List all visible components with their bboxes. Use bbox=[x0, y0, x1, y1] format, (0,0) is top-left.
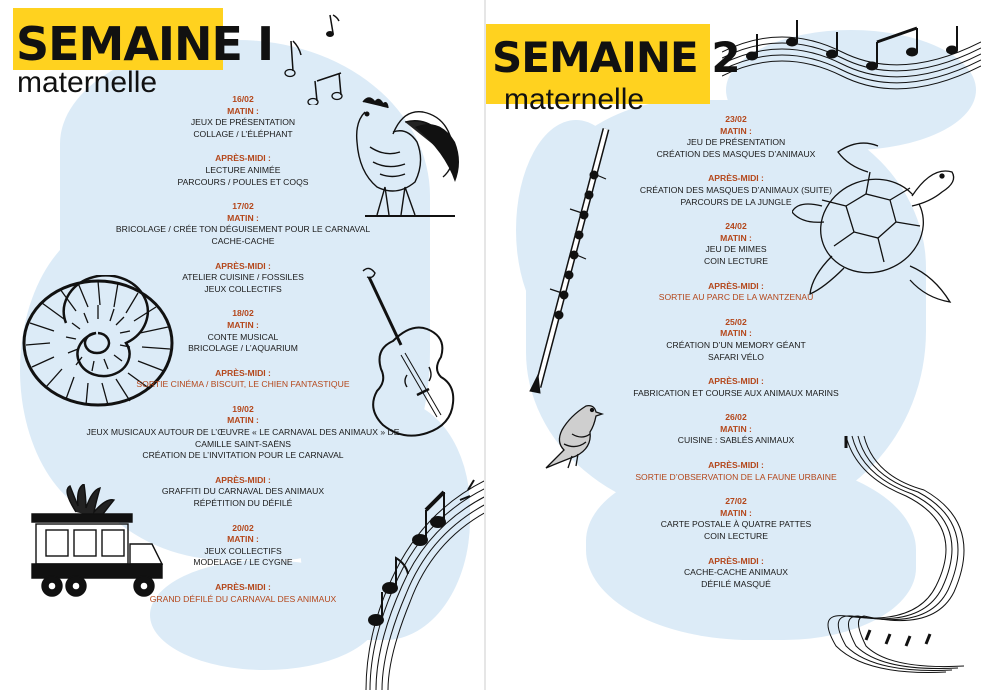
afternoon-label: APRÈS-MIDI : bbox=[215, 260, 271, 271]
morning-label: MATIN : bbox=[227, 415, 259, 426]
week2-subtitle: maternelle bbox=[504, 83, 645, 116]
afternoon-label: APRÈS-MIDI : bbox=[708, 460, 764, 471]
date-label: 19/02 bbox=[232, 403, 254, 414]
outing-activity: SORTIE D’OBSERVATION DE LA FAUNE URBAINE bbox=[635, 471, 837, 482]
activity: LECTURE ANIMÉE bbox=[205, 164, 281, 175]
afternoon-label: APRÈS-MIDI : bbox=[215, 474, 271, 485]
afternoon-label: APRÈS-MIDI : bbox=[708, 173, 764, 184]
date-label: 17/02 bbox=[232, 201, 254, 212]
activity: FABRICATION ET COURSE AUX ANIMAUX MARINS bbox=[633, 387, 839, 398]
morning-label: MATIN : bbox=[227, 212, 259, 223]
date-label: 18/02 bbox=[232, 308, 254, 319]
activity: CRÉATION D’UN MEMORY GÉANT bbox=[666, 339, 806, 350]
week2-page bbox=[486, 0, 981, 690]
activity: JEU DE PRÉSENTATION bbox=[686, 137, 786, 148]
week2-schedule bbox=[546, 114, 926, 590]
activity: BRICOLAGE / CRÉE TON DÉGUISEMENT POUR LE CARNAVAL bbox=[115, 224, 371, 235]
morning-label: MATIN : bbox=[720, 232, 752, 243]
outing-activity: SORTIE AU PARC DE LA WANTZENAU bbox=[658, 292, 814, 303]
date-label: 26/02 bbox=[725, 412, 747, 423]
week1-title: SEMAINE I bbox=[16, 17, 274, 71]
date-label: 16/02 bbox=[232, 94, 254, 104]
afternoon-label: APRÈS-MIDI : bbox=[215, 153, 271, 164]
activity: DÉFILÉ MASQUÉ bbox=[701, 578, 771, 589]
activity: COLLAGE / L’ÉLÉPHANT bbox=[193, 128, 293, 139]
activity: CRÉATION DES MASQUES D’ANIMAUX (SUITE) bbox=[639, 184, 833, 195]
activity: CARTE POSTALE À QUATRE PATTES bbox=[660, 519, 812, 530]
activity: CAMILLE SAINT-SAËNS bbox=[195, 438, 291, 449]
morning-label: MATIN : bbox=[720, 125, 752, 136]
activity: JEUX COLLECTIFS bbox=[204, 545, 282, 556]
morning-label: MATIN : bbox=[227, 534, 259, 545]
activity: COIN LECTURE bbox=[704, 531, 768, 542]
afternoon-label: APRÈS-MIDI : bbox=[708, 376, 764, 387]
activity: CONTE MUSICAL bbox=[207, 331, 279, 342]
date-label: 23/02 bbox=[725, 114, 747, 124]
activity: JEU DE MIMES bbox=[705, 244, 767, 255]
activity: CACHE-CACHE bbox=[211, 235, 275, 246]
activity: PARCOURS / POULES ET COQS bbox=[177, 176, 309, 187]
activity: CRÉATION DE L’INVITATION POUR LE CARNAVAL bbox=[142, 450, 344, 461]
activity: MODELAGE / LE CYGNE bbox=[193, 557, 293, 568]
outing-activity: GRAND DÉFILÉ DU CARNAVAL DES ANIMAUX bbox=[149, 593, 337, 604]
week2-title: SEMAINE 2 bbox=[492, 33, 740, 82]
activity: RÉPÉTITION DU DÉFILÉ bbox=[193, 498, 293, 509]
outing-activity: SORTIE CINÉMA / BISCUIT, LE CHIEN FANTASTIQUE bbox=[136, 379, 350, 390]
morning-label: MATIN : bbox=[227, 319, 259, 330]
activity: ATELIER CUISINE / FOSSILES bbox=[182, 272, 304, 283]
activity: COIN LECTURE bbox=[704, 255, 768, 266]
week1-subtitle: maternelle bbox=[17, 66, 158, 99]
week1-schedule bbox=[0, 94, 486, 605]
activity: PARCOURS DE LA JUNGLE bbox=[680, 196, 792, 207]
date-label: 27/02 bbox=[725, 496, 747, 507]
activity: BRICOLAGE / L’AQUARIUM bbox=[188, 343, 298, 354]
music-notes-illustration bbox=[275, 5, 355, 105]
afternoon-label: APRÈS-MIDI : bbox=[708, 280, 764, 291]
activity: JEUX DE PRÉSENTATION bbox=[190, 117, 296, 128]
afternoon-label: APRÈS-MIDI : bbox=[215, 582, 271, 592]
music-staff-ribbon-illustration bbox=[722, 12, 981, 92]
activity: JEUX MUSICAUX AUTOUR DE L’ŒUVRE « LE CARNAVAL DES ANIMAUX » DE bbox=[86, 427, 400, 438]
date-label: 20/02 bbox=[232, 522, 254, 533]
activity: SAFARI VÉLO bbox=[708, 351, 764, 362]
afternoon-label: APRÈS-MIDI : bbox=[708, 555, 764, 566]
morning-label: MATIN : bbox=[720, 507, 752, 518]
activity: CACHE-CACHE ANIMAUX bbox=[683, 567, 789, 578]
activity: JEUX COLLECTIFS bbox=[204, 283, 282, 294]
activity: CUISINE : SABLÉS ANIMAUX bbox=[677, 435, 795, 446]
activity: CRÉATION DES MASQUES D’ANIMAUX bbox=[656, 148, 816, 159]
morning-label: MATIN : bbox=[227, 105, 259, 116]
morning-label: MATIN : bbox=[720, 423, 752, 434]
date-label: 25/02 bbox=[725, 316, 747, 327]
week1-page bbox=[0, 0, 486, 690]
activity: GRAFFITI DU CARNAVAL DES ANIMAUX bbox=[161, 486, 325, 497]
afternoon-label: APRÈS-MIDI : bbox=[215, 367, 271, 378]
date-label: 24/02 bbox=[725, 221, 747, 232]
morning-label: MATIN : bbox=[720, 328, 752, 339]
